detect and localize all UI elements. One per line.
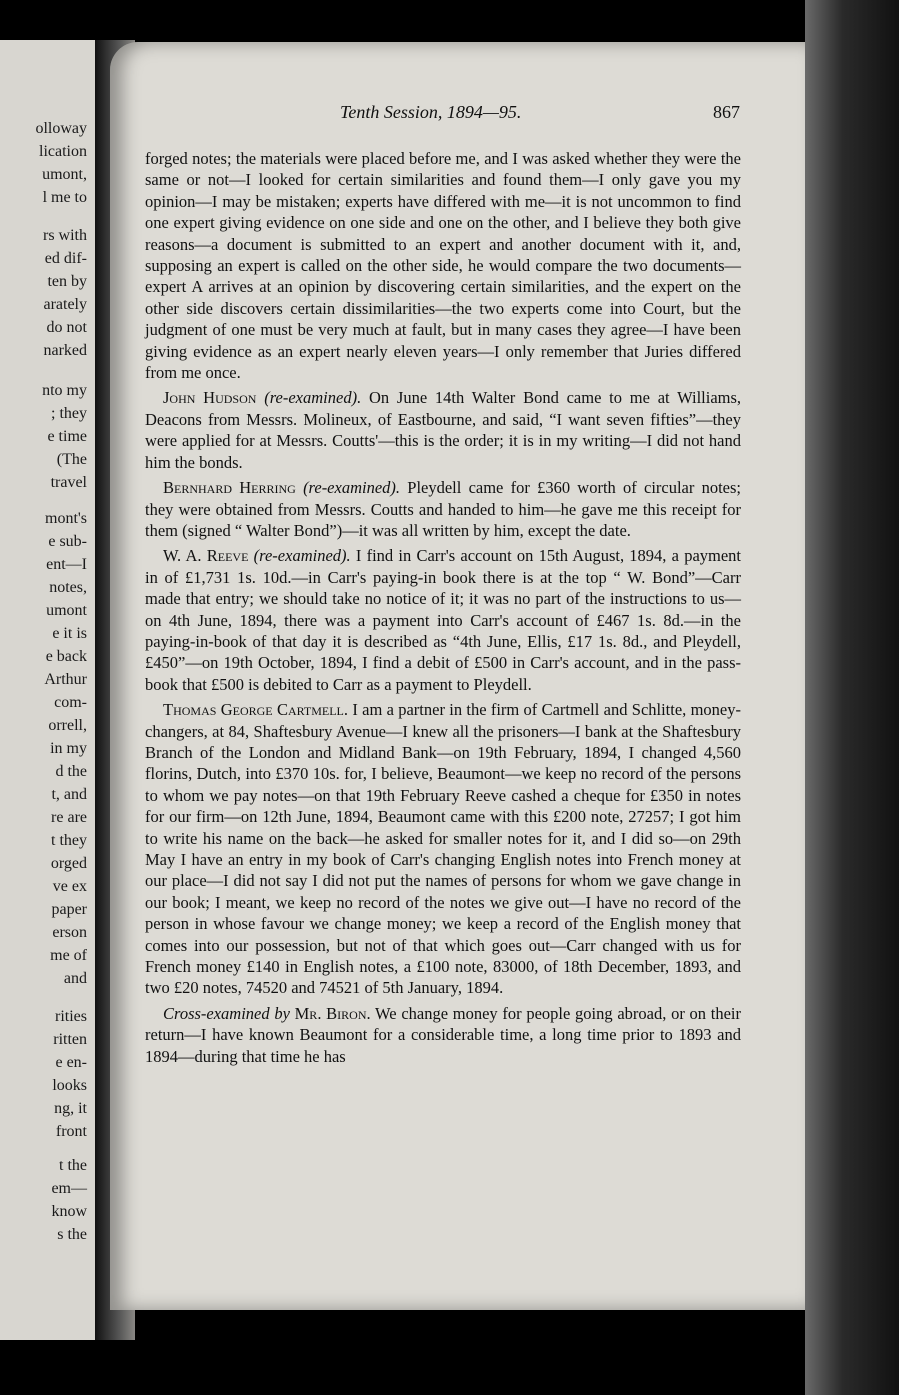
paragraph-3 xyxy=(145,477,741,541)
left-page-fragment: mont's xyxy=(45,510,87,527)
left-page-fragment: e sub- xyxy=(48,533,87,550)
left-page-fragment: front xyxy=(55,1123,87,1140)
left-page-fragment: nto my xyxy=(42,382,87,399)
left-page-fragment: ritten xyxy=(53,1031,87,1048)
left-page-fragment: em— xyxy=(51,1180,87,1197)
left-page-fragment: e time xyxy=(47,428,87,445)
paragraph-6 xyxy=(145,1003,741,1067)
page-number: 867 xyxy=(713,102,740,122)
left-page-fragment: Arthur xyxy=(44,671,87,688)
counsel-name: Mr. Biron. xyxy=(294,1003,371,1023)
witness-name: W. A. Reeve xyxy=(163,546,249,566)
paragraph-2 xyxy=(145,387,741,473)
left-page-fragment: ; they xyxy=(51,405,87,422)
examination-note: (re-examined). xyxy=(303,478,401,498)
left-page-fragment: umont, xyxy=(42,166,87,183)
examination-note: (re-examined). xyxy=(264,388,362,408)
paragraph-text: We change money for people going abroad, or on their return—I have known Beaumont for a considerable time, a long time prior to 1893 and 1894—during that time he has xyxy=(145,1003,742,1066)
examination-note: (re-examined). xyxy=(253,546,351,566)
left-page-fragment: in my xyxy=(50,740,87,757)
left-page-fragment: t, and xyxy=(51,786,87,803)
left-page-fragment: ve ex xyxy=(52,878,87,895)
right-scan-border xyxy=(805,0,899,1395)
paragraph-text: On June 14th Walter Bond came to me at Williams, Deacons from Messrs. Molineux, of Eastbourne, and said, “I want seven fifties”—they were applied for at Messrs. Coutts'—this is the order; it is in my writing—I did not hand him the bonds. xyxy=(145,388,742,472)
page-header xyxy=(140,102,740,128)
left-page-fragment: com- xyxy=(54,694,87,711)
left-page-fragment: ng, it xyxy=(54,1100,87,1117)
body-text xyxy=(145,148,741,1071)
left-page-fragment: ten by xyxy=(47,273,87,290)
witness-name: John Hudson xyxy=(163,388,257,408)
left-page-fragment: e en- xyxy=(55,1054,87,1071)
left-page-fragment: (The xyxy=(56,451,87,468)
left-page-fragment: t they xyxy=(51,832,87,849)
paragraph-text: Pleydell came for £360 worth of circular notes; they were obtained from Messrs. Coutts and handed to him—he gave me this receipt for them (signed “ Walter Bond”)—it was all written by him, except the date. xyxy=(145,478,742,540)
left-page-fragment: orged xyxy=(50,855,87,872)
witness-name: Bernhard Herring xyxy=(163,478,296,498)
left-page-fragment: orrell, xyxy=(48,717,87,734)
left-page-fragment: rities xyxy=(55,1008,87,1025)
left-page-fragment: ed dif- xyxy=(44,250,87,267)
examination-note: Cross-examined by xyxy=(163,1003,290,1023)
running-title: Tenth Session, 1894—95. xyxy=(340,102,522,122)
paragraph-text: I find in Carr's account on 15th August, 1894, a payment in of £1,731 1s. 10d.—in Carr's paying-in book there is at the top “ W. Bond”—Carr made that entry; we should take no notice of it; it was no part of the instructions to us—on 4th June, 1894, there was a payment into Carr's account of £467 1s. 8d.—in the paying-in-book of that day it is described as “4th June, Ellis, £17 1s. 8d., and Pleydell, £450”—on 19th October, 1894, I find a debit of £500 in Carr's account, and in the pass-book that £500 is debited to Carr as a payment to Pleydell. xyxy=(145,546,742,694)
left-page-fragment: re are xyxy=(51,809,87,826)
left-page-fragment: paper xyxy=(51,901,87,918)
witness-name: Thomas George Cartmell. xyxy=(163,700,349,720)
left-page-fragment: narked xyxy=(43,342,87,359)
paragraph-1 xyxy=(145,148,741,383)
left-page-fragment: erson xyxy=(52,924,87,941)
paragraph-text: forged notes; the materials were placed before me, and I was asked whether they were the same or not—I looked for certain similarities and found them—I only gave you my opinion—I may be mistaken; experts have differed with me—it is not uncommon to find one expert giving evidence on one side and one on the other, and I believe they both give reasons—a document is submitted to an expert and another document with it, and, supposing an expert is called on the other side, he would compare the two documents—expert A arrives at an opinion by discovering certain similarities, and the expert on the other side discovers certain dissimilarities—the two experts come into Court, but the judgment of one must be very much at fault, but in many cases they agree—I have been giving evidence as an expert nearly eleven years—I only remember that Juries differed from me once. xyxy=(145,149,741,383)
left-page-edge xyxy=(0,40,101,1340)
paragraph-4 xyxy=(145,545,741,695)
paragraph-text: I am a partner in the firm of Cartmell and Schlitte, money-changers, at 84, Shaftesbury Avenue—I knew all the prisoners—I bank at the Shaftesbury Branch of the London and Midland Bank—on 19th February, 1894, I changed 4,560 florins, Dutch, into £370 10s. for, I believe, Beaumont—we keep no record of the persons to whom we pay notes—on that 19th February Reeve cashed a cheque for £350 in notes for our firm—on 12th June, 1894, Beaumont came with this £200 note, 27257; I got him to write his name on the back—he asked for smaller notes for it, and I did so—on 29th May I have an entry in my book of Carr's changing English notes into French money at our place—I did not say I did not put the names of persons for whom we gave change in our book; I meant, we keep no record of the notes we give out—I have no record of the person in whose favour we change money; we keep a record of the English money that comes into our possession, but not of that which goes out—Carr changed with us for French money £140 in English notes, a £100 note, 83000, of 18th December, 1893, and two £20 notes, 74520 and 74521 of 5th January, 1894. xyxy=(145,700,742,998)
left-page-fragment: travel xyxy=(50,474,87,491)
left-page-fragment: rs with xyxy=(43,227,87,244)
left-page-fragment: l me to xyxy=(42,189,87,206)
left-page-fragment: e back xyxy=(45,648,87,665)
left-page-fragment: ent—I xyxy=(46,556,87,573)
left-page-fragment: umont xyxy=(46,602,87,619)
left-page-fragment: lication xyxy=(39,143,87,160)
left-page-fragment: t the xyxy=(59,1157,87,1174)
left-page-fragment: me of xyxy=(50,947,87,964)
paragraph-5 xyxy=(145,699,741,999)
left-page-fragment: know xyxy=(51,1203,87,1220)
left-page-fragment: e it is xyxy=(52,625,87,642)
left-page-fragment: arately xyxy=(43,296,87,313)
left-page-fragment: notes, xyxy=(49,579,87,596)
left-page-fragment: and xyxy=(63,970,87,987)
left-page-fragment: s the xyxy=(57,1226,87,1243)
left-page-fragment: d the xyxy=(55,763,87,780)
left-page-fragment: looks xyxy=(52,1077,87,1094)
left-page-fragment: olloway xyxy=(35,120,87,137)
left-page-fragment: do not xyxy=(46,319,87,336)
